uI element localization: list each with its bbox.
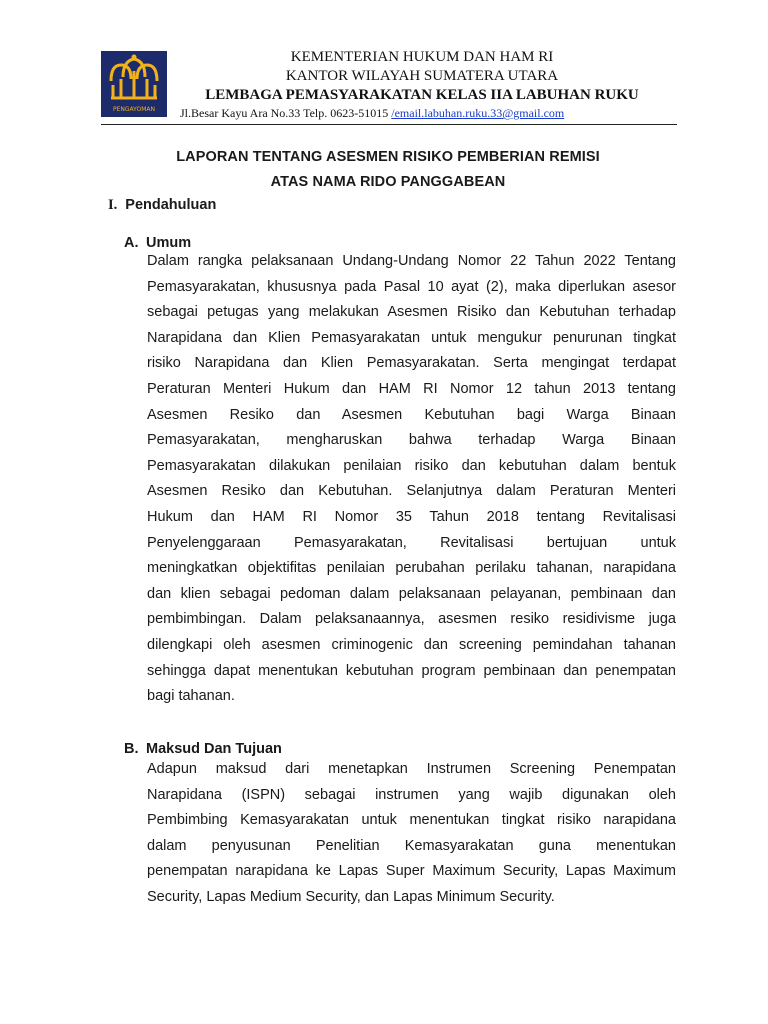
paragraph-line: sebagai petugas yang melakukan Asesmen Risiko dan Kebutuhan terhadap [147, 304, 676, 321]
subsection-letter: A. [124, 235, 139, 251]
paragraph-line: bagi tahanan. [147, 688, 235, 705]
pengayoman-emblem-icon [101, 51, 167, 117]
email-link[interactable]: /email.labuhan.ruku.33@gmail.com [391, 106, 565, 120]
paragraph-line: penempatan narapidana ke Lapas Super Maximum Security, Lapas Maximum [147, 863, 676, 880]
paragraph-line: dan klien sebagai pedoman dalam pelaksanaan pelayanan, pembinaan dan [147, 585, 676, 602]
section-title: Pendahuluan [125, 197, 217, 213]
paragraph-line: Narapidana dan Klien Pemasyarakatan untuk mengukur penurunan tingkat [147, 329, 676, 346]
paragraph-line: Asesmen Resiko dan Kebutuhan. Selanjutnya dalam Peraturan Menteri [147, 483, 676, 500]
subsection-heading-b [124, 741, 282, 757]
paragraph-line: Dalam rangka pelaksanaan Undang-Undang Nomor 22 Tahun 2022 Tentang [147, 253, 676, 269]
paragraph-line: Pemasyarakatan dilakukan penilaian risiko dan kebutuhan dalam bentuk [147, 457, 676, 474]
paragraph-line: Security, Lapas Medium Security, dan Lapas Minimum Security. [147, 888, 555, 905]
letterhead-divider [101, 124, 677, 125]
institution-name: LEMBAGA PEMASYARAKATAN KELAS IIA LABUHAN RUKU [205, 87, 639, 103]
contact-line [172, 105, 672, 121]
paragraph-line: Pembimbing Kemasyarakatan untuk menentukan tingkat risiko narapidana [147, 812, 676, 829]
letterhead [172, 48, 672, 121]
document-title-line-1: LAPORAN TENTANG ASESMEN RISIKO PEMBERIAN REMISI [176, 149, 600, 165]
section-heading [108, 197, 216, 214]
paragraph-line: risiko Narapidana dan Klien Pemasyarakatan. Serta mengingat terdapat [147, 355, 676, 372]
regional-office: KANTOR WILAYAH SUMATERA UTARA [285, 68, 559, 84]
subsection-title: Maksud Dan Tujuan [146, 741, 282, 757]
document-title-line-2: ATAS NAMA RIDO PANGGABEAN [270, 174, 506, 190]
paragraph-line: Asesmen Resiko dan Asesmen Kebutuhan bagi Warga Binaan [147, 406, 676, 423]
paragraph-maksud-tujuan [147, 757, 676, 911]
section-number: I. [108, 197, 118, 213]
paragraph-line: dalam penyusunan Penelitian Kemasyarakatan guna menentukan [147, 837, 676, 854]
paragraph-line: Pemasyarakatan, khususnya pada Pasal 10 ayat (2), maka diperlukan asesor [147, 278, 676, 295]
paragraph-line: Hukum dan HAM RI Nomor 35 Tahun 2018 tentang Revitalisasi [147, 508, 676, 525]
paragraph-line: meningkatkan objektifitas penilaian perubahan perilaku tahanan, narapidana [147, 560, 676, 577]
paragraph-line: Penyelenggaraan Pemasyarakatan, Revitalisasi bertujuan untuk [147, 534, 676, 551]
paragraph-line: Adapun maksud dari menetapkan Instrumen Screening Penempatan [147, 761, 676, 777]
subsection-title: Umum [146, 235, 192, 251]
logo-caption: PENGAYOMAN [112, 106, 156, 113]
paragraph-umum [147, 249, 676, 710]
paragraph-line: Narapidana (ISPN) sebagai instrumen yang wajib digunakan oleh [147, 786, 676, 803]
paragraph-line: dilengkapi oleh asesmen criminogenic dan screening pemindahan tahanan [147, 636, 676, 653]
subsection-letter: B. [124, 741, 139, 757]
paragraph-line: pembimbingan. Dalam pelaksanaannya, asesmen resiko residivisme juga [147, 611, 676, 628]
paragraph-line: sehingga dapat menentukan kebutuhan program pembinaan dan penempatan [147, 662, 676, 679]
address: Jl.Besar Kayu Ara No.33 Telp. 0623-51015 [180, 106, 389, 120]
paragraph-line: Peraturan Menteri Hukum dan HAM RI Nomor 12 tahun 2013 tentang [147, 380, 676, 397]
paragraph-line: Pemasyarakatan, mengharuskan bahwa terhadap Warga Binaan [147, 432, 676, 449]
ministry-name: KEMENTERIAN HUKUM DAN HAM RI [290, 49, 554, 65]
